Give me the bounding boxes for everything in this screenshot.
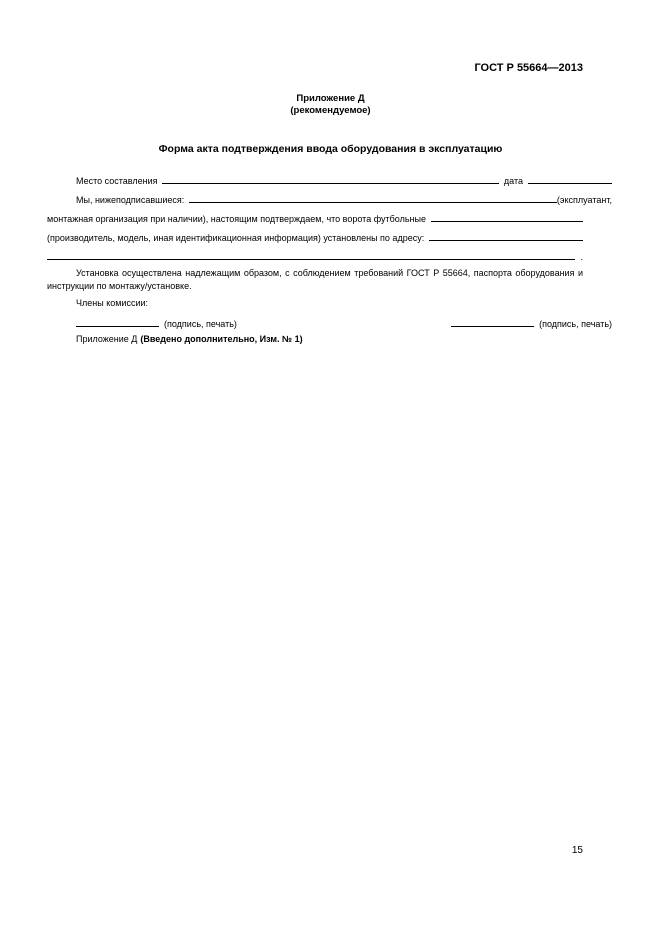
- commission-label: Члены комиссии:: [76, 298, 149, 308]
- signature-blank-left: [76, 317, 159, 327]
- address-continuation-blank: [47, 250, 575, 260]
- date-blank: [528, 174, 612, 184]
- note-bold: (Введено дополнительно, Изм. № 1): [140, 334, 303, 344]
- operator-suffix: (эксплуатант,: [556, 195, 612, 205]
- goal-blank: [431, 212, 583, 222]
- address-blank: [429, 231, 583, 241]
- signature-blank-right: [451, 317, 534, 327]
- signatures-line: [47, 317, 612, 329]
- signature-label-right: (подпись, печать): [539, 319, 612, 329]
- place-blank: [162, 174, 498, 184]
- note-prefix: Приложение Д: [76, 334, 138, 344]
- signers-blank: [189, 193, 557, 203]
- place-date-line: [47, 174, 612, 186]
- signers-line: [47, 193, 612, 205]
- place-label: Место составления: [76, 176, 158, 186]
- we-label: Мы, нижеподписавшиеся:: [76, 195, 185, 205]
- standard-code: ГОСТ Р 55664—2013: [474, 62, 583, 74]
- commission-line: [47, 298, 612, 308]
- appendix-heading: [0, 93, 661, 117]
- signature-label-left: (подпись, печать): [164, 319, 237, 329]
- installer-line: [47, 212, 583, 224]
- amendment-note: [47, 334, 612, 344]
- appendix-subtitle: (рекомендуемое): [290, 105, 371, 116]
- installer-text: монтажная организация при наличии), настоящим подтверждаем, что ворота футбольные: [47, 214, 426, 224]
- producer-line: [47, 231, 583, 243]
- page-number: 15: [571, 845, 583, 856]
- address-continuation-line: [47, 250, 583, 262]
- form-title: Форма акта подтверждения ввода оборудования в эксплуатацию: [158, 143, 503, 155]
- producer-text: (производитель, модель, иная идентификационная информация) установлены по адресу:: [47, 233, 425, 243]
- end-dot: .: [580, 252, 583, 262]
- appendix-title: Приложение Д: [296, 93, 365, 104]
- date-label: дата: [503, 176, 523, 186]
- installation-paragraph: Установка осуществлена надлежащим образом, с соблюдением требований ГОСТ Р 55664, паспорта оборудования и инструкции по монтажу/установке.: [47, 268, 583, 291]
